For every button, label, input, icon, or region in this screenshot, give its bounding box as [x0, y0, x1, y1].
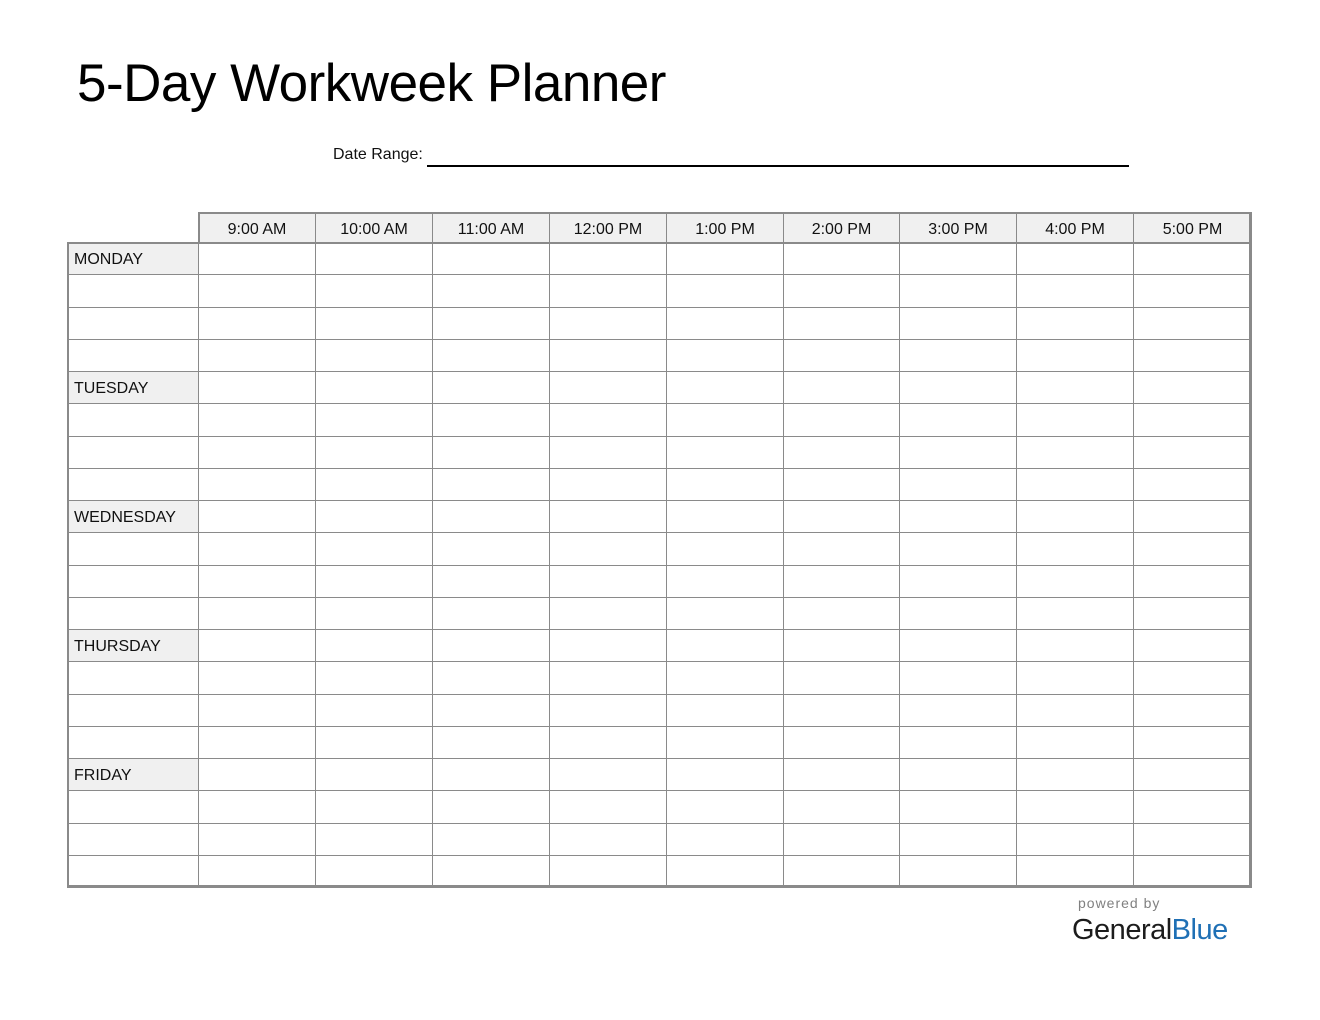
- schedule-cell[interactable]: [1133, 694, 1252, 727]
- schedule-cell[interactable]: [1133, 242, 1252, 275]
- schedule-cell[interactable]: [1133, 436, 1252, 469]
- schedule-cell[interactable]: [432, 468, 550, 501]
- schedule-cell[interactable]: [899, 242, 1017, 275]
- schedule-cell[interactable]: [1016, 629, 1134, 662]
- schedule-cell[interactable]: [1133, 726, 1252, 759]
- schedule-cell[interactable]: [1016, 726, 1134, 759]
- schedule-cell[interactable]: [1016, 500, 1134, 533]
- schedule-cell[interactable]: [1016, 436, 1134, 469]
- schedule-cell[interactable]: [899, 339, 1017, 372]
- schedule-cell[interactable]: [198, 500, 316, 533]
- time-slot-header: 2:00 PM: [783, 212, 900, 243]
- day-row-label-cell[interactable]: [67, 855, 199, 888]
- schedule-cell[interactable]: [899, 694, 1017, 727]
- schedule-cell[interactable]: [899, 403, 1017, 437]
- schedule-cell[interactable]: [549, 565, 667, 598]
- schedule-cell[interactable]: [666, 597, 784, 630]
- schedule-cell[interactable]: [783, 371, 900, 404]
- schedule-cell[interactable]: [666, 371, 784, 404]
- schedule-cell[interactable]: [432, 371, 550, 404]
- brand-logo: [1072, 894, 1242, 948]
- schedule-cell[interactable]: [198, 597, 316, 630]
- schedule-cell[interactable]: [549, 371, 667, 404]
- schedule-cell[interactable]: [198, 242, 316, 275]
- schedule-cell[interactable]: [198, 790, 316, 824]
- schedule-cell[interactable]: [1016, 790, 1134, 824]
- day-row-label-cell[interactable]: [67, 790, 199, 824]
- time-slot-header: 12:00 PM: [549, 212, 667, 243]
- schedule-cell[interactable]: [783, 597, 900, 630]
- schedule-cell[interactable]: [549, 629, 667, 662]
- schedule-cell[interactable]: [432, 855, 550, 888]
- day-row-label-cell[interactable]: [67, 339, 199, 372]
- time-slot-header: 4:00 PM: [1016, 212, 1134, 243]
- schedule-cell[interactable]: [666, 500, 784, 533]
- schedule-cell[interactable]: [1016, 661, 1134, 695]
- schedule-cell[interactable]: [899, 274, 1017, 308]
- time-slot-header: 10:00 AM: [315, 212, 433, 243]
- schedule-cell[interactable]: [315, 403, 433, 437]
- time-slot-header: 5:00 PM: [1133, 212, 1252, 243]
- schedule-cell[interactable]: [432, 726, 550, 759]
- schedule-cell[interactable]: [899, 661, 1017, 695]
- schedule-cell[interactable]: [315, 500, 433, 533]
- schedule-cell[interactable]: [1016, 339, 1134, 372]
- schedule-cell[interactable]: [783, 855, 900, 888]
- schedule-cell[interactable]: [666, 532, 784, 566]
- schedule-cell[interactable]: [666, 823, 784, 856]
- schedule-cell[interactable]: [783, 500, 900, 533]
- schedule-cell[interactable]: [432, 565, 550, 598]
- schedule-cell[interactable]: [1133, 790, 1252, 824]
- schedule-cell[interactable]: [549, 307, 667, 340]
- schedule-cell[interactable]: [1133, 500, 1252, 533]
- schedule-cell[interactable]: [315, 274, 433, 308]
- schedule-cell[interactable]: [899, 565, 1017, 598]
- day-row-label-cell[interactable]: [67, 694, 199, 727]
- day-row-label-cell[interactable]: [67, 403, 199, 437]
- day-row-label-cell[interactable]: [67, 565, 199, 598]
- schedule-cell[interactable]: [666, 855, 784, 888]
- schedule-cell[interactable]: [666, 565, 784, 598]
- schedule-cell[interactable]: [666, 758, 784, 791]
- schedule-cell[interactable]: [899, 597, 1017, 630]
- schedule-cell[interactable]: [315, 694, 433, 727]
- schedule-cell[interactable]: [315, 242, 433, 275]
- schedule-cell[interactable]: [198, 468, 316, 501]
- schedule-cell[interactable]: [549, 790, 667, 824]
- time-slot-header: 3:00 PM: [899, 212, 1017, 243]
- day-row-label-cell[interactable]: [67, 468, 199, 501]
- schedule-cell[interactable]: [1016, 597, 1134, 630]
- schedule-cell[interactable]: [198, 532, 316, 566]
- schedule-cell[interactable]: [1016, 823, 1134, 856]
- schedule-cell[interactable]: [899, 629, 1017, 662]
- schedule-cell[interactable]: [432, 242, 550, 275]
- schedule-cell[interactable]: [198, 855, 316, 888]
- schedule-cell[interactable]: [1133, 661, 1252, 695]
- schedule-cell[interactable]: [783, 661, 900, 695]
- schedule-cell[interactable]: [1133, 629, 1252, 662]
- schedule-cell[interactable]: [899, 468, 1017, 501]
- time-slot-header: 1:00 PM: [666, 212, 784, 243]
- schedule-cell[interactable]: [432, 403, 550, 437]
- schedule-cell[interactable]: [315, 371, 433, 404]
- schedule-cell[interactable]: [899, 436, 1017, 469]
- schedule-cell[interactable]: [549, 855, 667, 888]
- schedule-cell[interactable]: [783, 790, 900, 824]
- powered-by-text: powered by: [1078, 895, 1161, 911]
- day-row-label-cell[interactable]: [67, 726, 199, 759]
- schedule-cell[interactable]: [666, 307, 784, 340]
- schedule-cell[interactable]: [899, 307, 1017, 340]
- schedule-cell[interactable]: [899, 371, 1017, 404]
- schedule-cell[interactable]: [315, 790, 433, 824]
- schedule-cell[interactable]: [1133, 532, 1252, 566]
- schedule-cell[interactable]: [783, 823, 900, 856]
- schedule-cell[interactable]: [783, 694, 900, 727]
- schedule-cell[interactable]: [1016, 694, 1134, 727]
- schedule-cell[interactable]: [1133, 597, 1252, 630]
- schedule-cell[interactable]: [1133, 339, 1252, 372]
- schedule-cell[interactable]: [198, 565, 316, 598]
- schedule-cell[interactable]: [783, 242, 900, 275]
- schedule-cell[interactable]: [549, 500, 667, 533]
- brand-name-general: General: [1072, 914, 1172, 946]
- schedule-cell[interactable]: [432, 307, 550, 340]
- schedule-cell[interactable]: [198, 436, 316, 469]
- day-label: TUESDAY: [67, 371, 199, 404]
- schedule-cell[interactable]: [549, 339, 667, 372]
- schedule-cell[interactable]: [315, 661, 433, 695]
- schedule-cell[interactable]: [549, 532, 667, 566]
- schedule-cell[interactable]: [315, 468, 433, 501]
- schedule-cell[interactable]: [783, 726, 900, 759]
- schedule-cell[interactable]: [899, 532, 1017, 566]
- brand-name: [1072, 912, 1242, 948]
- schedule-cell[interactable]: [783, 339, 900, 372]
- schedule-cell[interactable]: [666, 274, 784, 308]
- schedule-cell[interactable]: [315, 597, 433, 630]
- schedule-cell[interactable]: [1133, 758, 1252, 791]
- schedule-cell[interactable]: [198, 629, 316, 662]
- schedule-cell[interactable]: [1016, 468, 1134, 501]
- schedule-cell[interactable]: [549, 597, 667, 630]
- schedule-cell[interactable]: [198, 274, 316, 308]
- day-row-label-cell[interactable]: [67, 823, 199, 856]
- schedule-cell[interactable]: [198, 694, 316, 727]
- schedule-cell[interactable]: [666, 468, 784, 501]
- schedule-cell[interactable]: [1133, 307, 1252, 340]
- schedule-cell[interactable]: [899, 823, 1017, 856]
- day-label: FRIDAY: [67, 758, 199, 791]
- day-row-label-cell[interactable]: [67, 274, 199, 308]
- schedule-cell[interactable]: [1016, 855, 1134, 888]
- schedule-cell[interactable]: [315, 855, 433, 888]
- schedule-cell[interactable]: [549, 436, 667, 469]
- schedule-cell[interactable]: [1016, 532, 1134, 566]
- schedule-cell[interactable]: [432, 758, 550, 791]
- day-label: THURSDAY: [67, 629, 199, 662]
- schedule-cell[interactable]: [315, 532, 433, 566]
- schedule-cell[interactable]: [1133, 371, 1252, 404]
- schedule-cell[interactable]: [432, 694, 550, 727]
- schedule-cell[interactable]: [549, 242, 667, 275]
- day-label: MONDAY: [67, 242, 199, 275]
- schedule-cell[interactable]: [315, 307, 433, 340]
- schedule-cell[interactable]: [1016, 565, 1134, 598]
- schedule-cell[interactable]: [432, 500, 550, 533]
- schedule-cell[interactable]: [666, 242, 784, 275]
- schedule-cell[interactable]: [198, 339, 316, 372]
- date-range-label: Date Range:: [333, 146, 423, 163]
- schedule-cell[interactable]: [432, 597, 550, 630]
- schedule-cell[interactable]: [1016, 307, 1134, 340]
- schedule-cell[interactable]: [783, 565, 900, 598]
- schedule-cell[interactable]: [899, 726, 1017, 759]
- schedule-cell[interactable]: [666, 726, 784, 759]
- day-label: WEDNESDAY: [67, 500, 199, 533]
- schedule-cell[interactable]: [549, 661, 667, 695]
- schedule-cell[interactable]: [783, 532, 900, 566]
- schedule-cell[interactable]: [315, 726, 433, 759]
- schedule-cell[interactable]: [783, 403, 900, 437]
- schedule-cell[interactable]: [783, 758, 900, 791]
- schedule-cell[interactable]: [899, 500, 1017, 533]
- schedule-cell[interactable]: [549, 274, 667, 308]
- schedule-cell[interactable]: [666, 661, 784, 695]
- schedule-cell[interactable]: [666, 790, 784, 824]
- schedule-cell[interactable]: [315, 565, 433, 598]
- schedule-cell[interactable]: [666, 694, 784, 727]
- schedule-cell[interactable]: [315, 629, 433, 662]
- schedule-cell[interactable]: [783, 307, 900, 340]
- schedule-cell[interactable]: [432, 629, 550, 662]
- schedule-cell[interactable]: [432, 274, 550, 308]
- schedule-cell[interactable]: [666, 629, 784, 662]
- schedule-cell[interactable]: [1133, 855, 1252, 888]
- schedule-cell[interactable]: [315, 758, 433, 791]
- schedule-cell[interactable]: [549, 726, 667, 759]
- brand-name-blue: Blue: [1171, 914, 1228, 946]
- schedule-cell[interactable]: [899, 790, 1017, 824]
- day-row-label-cell[interactable]: [67, 661, 199, 695]
- schedule-cell[interactable]: [549, 823, 667, 856]
- schedule-cell[interactable]: [1016, 758, 1134, 791]
- schedule-cell[interactable]: [666, 403, 784, 437]
- day-row-label-cell[interactable]: [67, 307, 199, 340]
- time-slot-header: 9:00 AM: [198, 212, 316, 243]
- schedule-cell[interactable]: [1016, 274, 1134, 308]
- schedule-cell[interactable]: [1016, 403, 1134, 437]
- schedule-cell[interactable]: [666, 339, 784, 372]
- schedule-cell[interactable]: [1133, 468, 1252, 501]
- schedule-cell[interactable]: [549, 468, 667, 501]
- schedule-cell[interactable]: [783, 629, 900, 662]
- schedule-cell[interactable]: [315, 823, 433, 856]
- schedule-cell[interactable]: [198, 726, 316, 759]
- schedule-cell[interactable]: [666, 436, 784, 469]
- schedule-cell[interactable]: [198, 661, 316, 695]
- schedule-cell[interactable]: [432, 661, 550, 695]
- schedule-cell[interactable]: [1016, 371, 1134, 404]
- schedule-cell[interactable]: [1016, 242, 1134, 275]
- schedule-cell[interactable]: [198, 371, 316, 404]
- schedule-cell[interactable]: [783, 274, 900, 308]
- schedule-cell[interactable]: [198, 823, 316, 856]
- time-slot-header: 11:00 AM: [432, 212, 550, 243]
- schedule-cell[interactable]: [1133, 823, 1252, 856]
- schedule-cell[interactable]: [1133, 565, 1252, 598]
- page-title: 5-Day Workweek Planner: [77, 54, 666, 113]
- schedule-cell[interactable]: [432, 339, 550, 372]
- schedule-cell[interactable]: [432, 436, 550, 469]
- day-row-label-cell[interactable]: [67, 436, 199, 469]
- schedule-cell[interactable]: [899, 758, 1017, 791]
- schedule-cell[interactable]: [549, 694, 667, 727]
- schedule-cell[interactable]: [432, 532, 550, 566]
- day-row-label-cell[interactable]: [67, 597, 199, 630]
- schedule-cell[interactable]: [783, 468, 900, 501]
- schedule-cell[interactable]: [198, 403, 316, 437]
- schedule-cell[interactable]: [198, 307, 316, 340]
- schedule-cell[interactable]: [549, 403, 667, 437]
- schedule-cell[interactable]: [1133, 274, 1252, 308]
- schedule-cell[interactable]: [899, 855, 1017, 888]
- schedule-cell[interactable]: [198, 758, 316, 791]
- schedule-cell[interactable]: [432, 790, 550, 824]
- day-row-label-cell[interactable]: [67, 532, 199, 566]
- schedule-cell[interactable]: [549, 758, 667, 791]
- schedule-cell[interactable]: [432, 823, 550, 856]
- schedule-cell[interactable]: [315, 436, 433, 469]
- schedule-cell[interactable]: [315, 339, 433, 372]
- schedule-cell[interactable]: [1133, 403, 1252, 437]
- schedule-cell[interactable]: [783, 436, 900, 469]
